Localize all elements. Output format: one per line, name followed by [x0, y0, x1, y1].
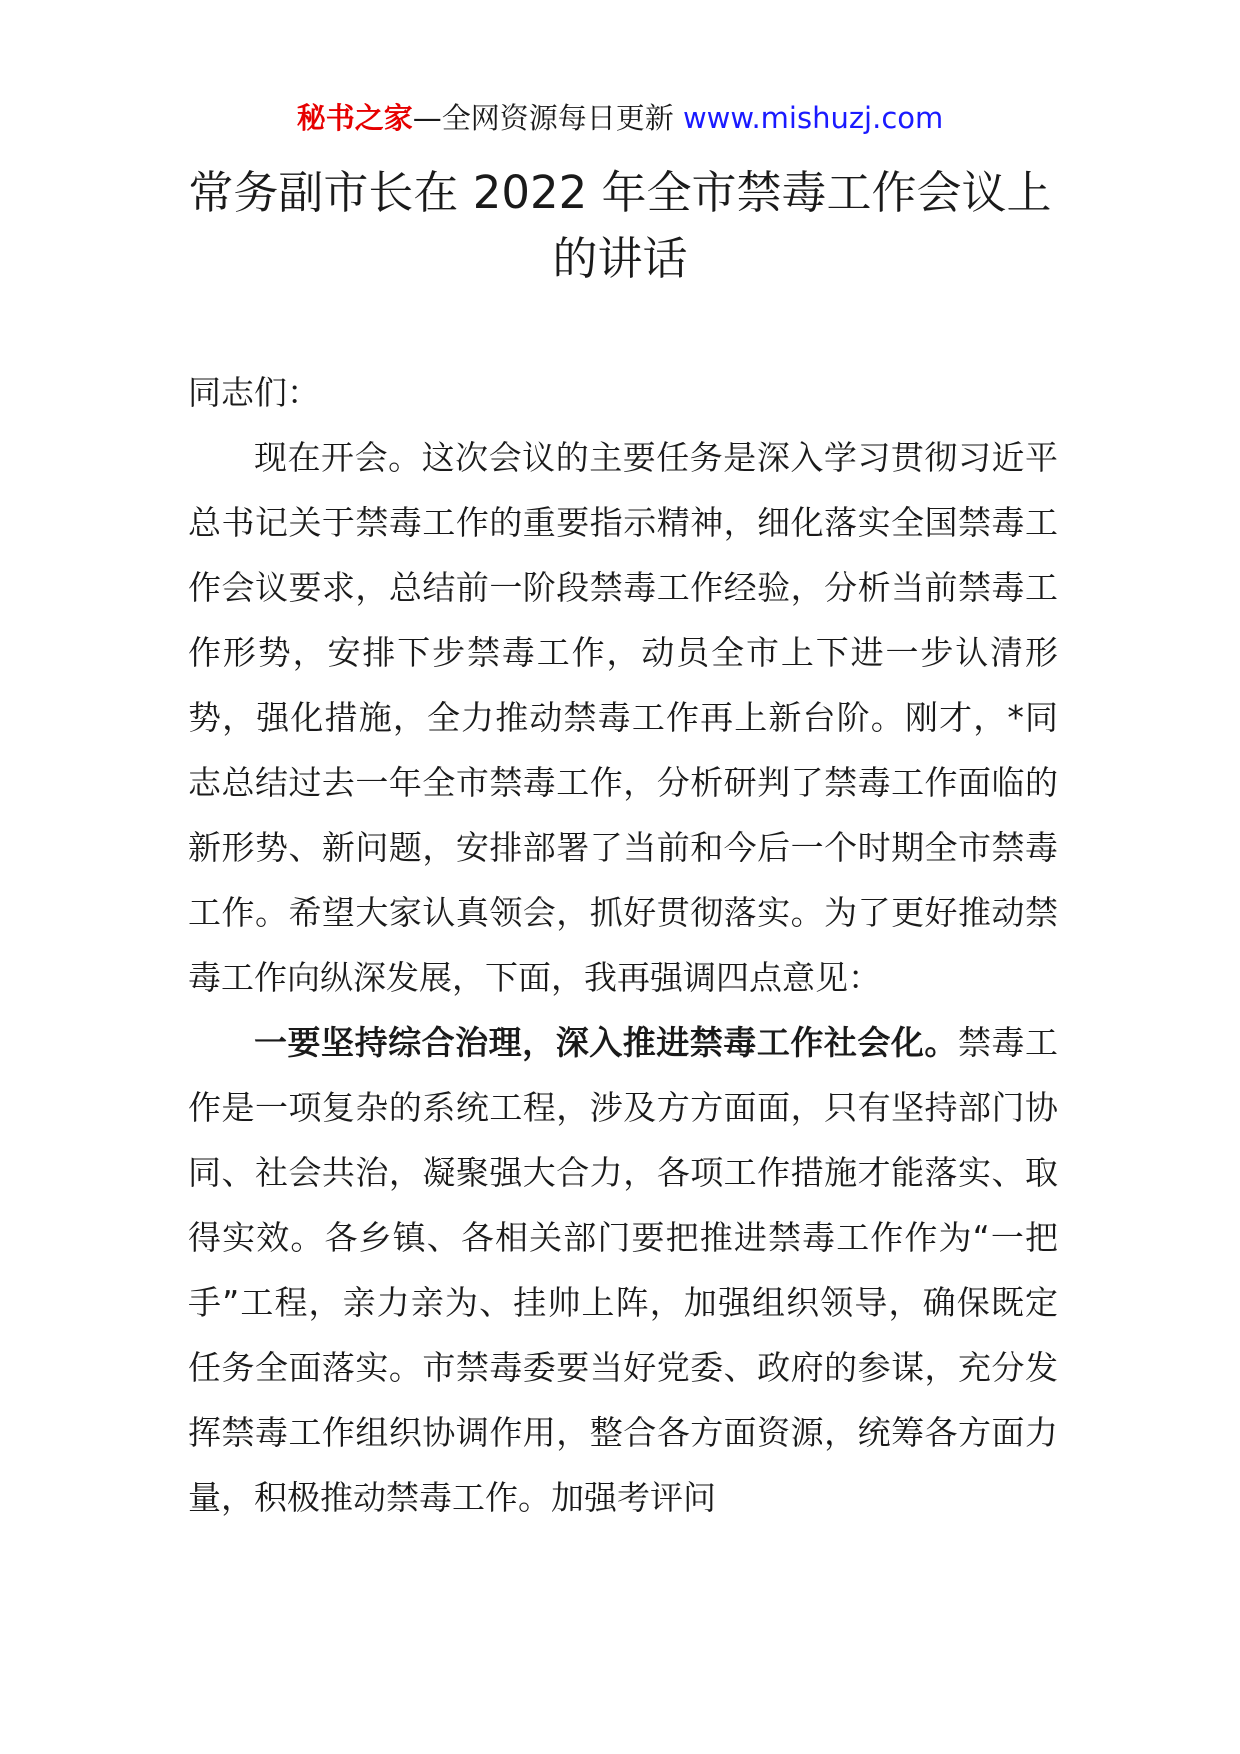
paragraph-2-text: 禁毒工作是一项复杂的系统工程，涉及方方面面，只有坚持部门协同、社会共治，凝聚强大合力，各项工作措施才能落实、取得实效。各乡镇、各相关部门要把推进禁毒工作作为“一把手”工程，亲力亲为、挂帅上阵，加强组织领导，确保既定任务全面落实。市禁毒委要当好党委、政府的参谋，充分发挥禁毒工作组织协调作用，整合各方面资源，统筹各方面力量，积极推动禁毒工作。加强考评问	[188, 1023, 1059, 1517]
title-line-1: 常务副市长在 2022 年全市禁毒工作会议上	[188, 166, 1052, 219]
site-url-link[interactable]: www.mishuzj.com	[682, 101, 944, 135]
site-brand: 秘书之家	[296, 101, 413, 135]
salutation: 同志们：	[188, 373, 320, 412]
site-tagline: —全网资源每日更新	[412, 101, 683, 135]
paragraph-2	[188, 1010, 1058, 1530]
document-body	[188, 360, 1058, 1530]
document-title	[150, 160, 1090, 292]
paragraph-2-lead: 一要坚持综合治理，深入推进禁毒工作社会化。	[254, 1023, 958, 1062]
title-line-2: 的讲话	[552, 232, 688, 285]
paragraph-1: 现在开会。这次会议的主要任务是深入学习贯彻习近平总书记关于禁毒工作的重要指示精神，细化落实全国禁毒工作会议要求，总结前一阶段禁毒工作经验，分析当前禁毒工作形势，安排下步禁毒工作，动员全市上下进一步认清形势，强化措施，全力推动禁毒工作再上新台阶。刚才，*同志总结过去一年全市禁毒工作，分析研判了禁毒工作面临的新形势、新问题，安排部署了当前和今后一个时期全市禁毒工作。希望大家认真领会，抓好贯彻落实。为了更好推动禁毒工作向纵深发展，下面，我再强调四点意见：	[188, 438, 1058, 997]
site-header	[0, 98, 1240, 138]
